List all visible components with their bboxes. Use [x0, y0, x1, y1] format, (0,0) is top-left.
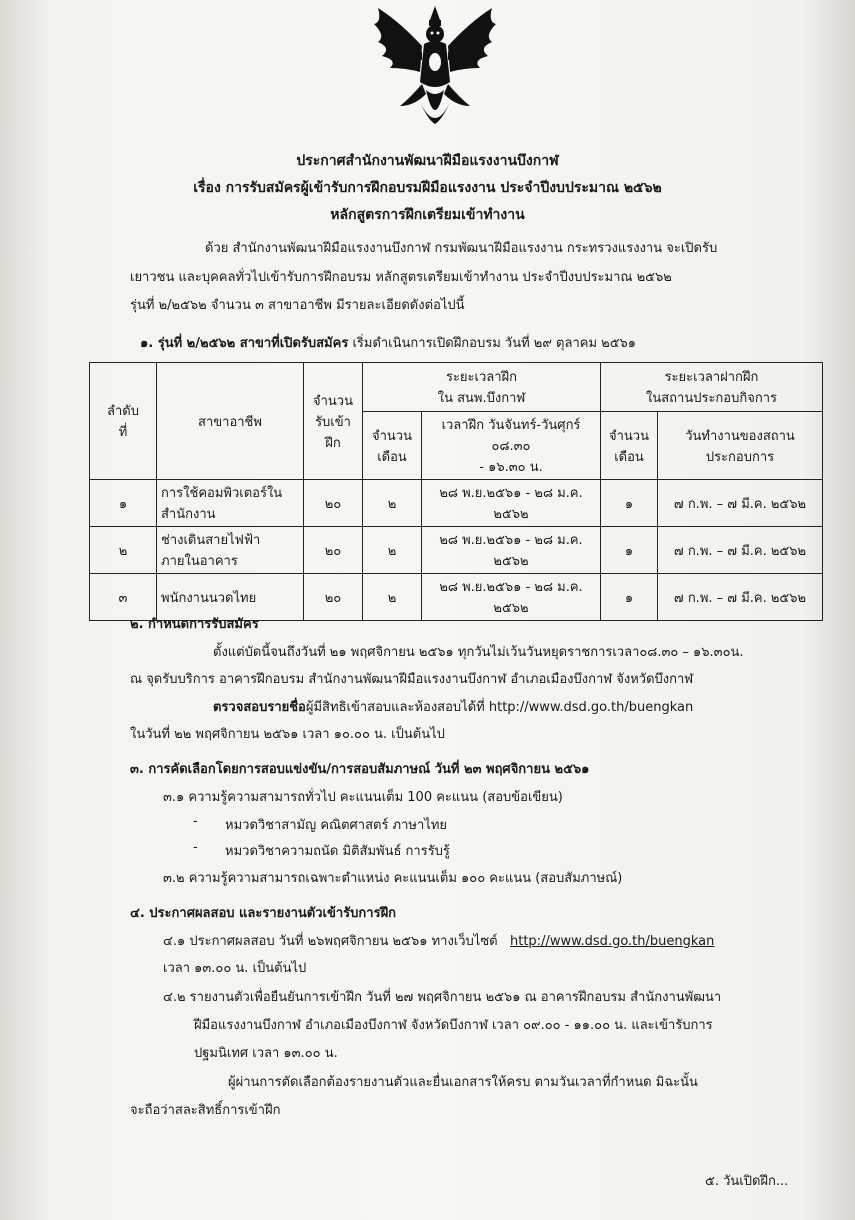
- row-capacity: ๒๐: [304, 480, 363, 527]
- col-header-training-time: เวลาฝึก วันจันทร์-วันศุกร์ ๐๘.๓๐ - ๑๖.๓๐ น.: [422, 412, 601, 480]
- bullet-dash: -: [193, 840, 198, 855]
- col-header-no: ลำดับ ที่: [90, 363, 157, 480]
- section-2-line-3: [213, 696, 693, 717]
- section-2-line-2: ณ จุดรับบริการ อาคารฝึกอบรม สำนักงานพัฒนาฝีมือแรงงานบึงกาฬ อำเภอเมืองบึงกาฬ จังหวัดบึงกาฬ: [130, 672, 694, 687]
- row-internship-months: ๑: [601, 480, 658, 527]
- results-link[interactable]: http://www.dsd.go.th/buengkan: [510, 934, 715, 949]
- row-internship-period: ๗ ก.พ. – ๗ มี.ค. ๒๕๖๒: [658, 480, 823, 527]
- table-row: [90, 480, 823, 527]
- check-list-text: ผู้มีสิทธิเข้าสอบและห้องสอบได้ที่ http://www.dsd.go.th/buengkan: [305, 700, 694, 715]
- section-3-1-bullet-2: หมวดวิชาความถนัด มิติสัมพันธ์ การรับรู้: [225, 844, 450, 859]
- section-4-2-line-3: ปฐมนิเทศ เวลา ๑๓.๐๐ น.: [194, 1046, 338, 1061]
- col-header-capacity: จำนวน รับเข้า ฝึก: [304, 363, 363, 480]
- row-internship-period: ๗ ก.พ. – ๗ มี.ค. ๒๕๖๒: [658, 574, 823, 621]
- row-capacity: ๒๐: [304, 527, 363, 574]
- continued-marker: ๕. วันเปิดฝึก...: [705, 1174, 789, 1189]
- section-2-line-1: ตั้งแต่บัดนี้จนถึงวันที่ ๒๑ พฤศจิกายน ๒๕๖๑ ทุกวันไม่เว้นวันหยุดราชการเวลา๐๘.๓๐ – ๑๖.๓๐น.: [213, 645, 744, 660]
- row-period: ๒๘ พ.ย.๒๕๖๑ - ๒๘ ม.ค. ๒๕๖๒: [422, 527, 601, 574]
- row-months: ๒: [363, 527, 422, 574]
- section-4-1-line-1: ๔.๑ ประกาศผลสอบ วันที่ ๒๖พฤศจิกายน ๒๕๖๑ ทางเว็บไซต์ http://www.dsd.go.th/buengkan: [163, 934, 715, 949]
- row-period: ๒๘ พ.ย.๒๕๖๑ - ๒๘ ม.ค. ๒๕๖๒: [422, 480, 601, 527]
- col-header-internship-months: จำนวน เดือน: [601, 412, 658, 480]
- row-no: ๑: [90, 480, 157, 527]
- row-capacity: ๒๐: [304, 574, 363, 621]
- section-1-heading-rest: เริ่มดำเนินการเปิดฝึกอบรม วันที่ ๒๙ ตุลาคม ๒๕๖๑: [348, 336, 637, 351]
- announcement-course: หลักสูตรการฝึกเตรียมเข้าทำงาน: [330, 207, 525, 223]
- section-3-heading: ๓. การคัดเลือกโดยการสอบแข่งขัน/การสอบสัมภาษณ์ วันที่ ๒๓ พฤศจิกายน ๒๕๖๑: [130, 762, 590, 777]
- col-header-training: ระยะเวลาฝึก ใน สนพ.บึงกาฬ: [363, 363, 601, 412]
- col-header-training-months: จำนวน เดือน: [363, 412, 422, 480]
- garuda-emblem-icon: [360, 2, 510, 137]
- row-internship-months: ๑: [601, 527, 658, 574]
- row-trade: พนักงานนวดไทย: [157, 574, 304, 621]
- table-row: [90, 527, 823, 574]
- intro-line-1: ด้วย สำนักงานพัฒนาฝีมือแรงงานบึงกาฬ กรมพัฒนาฝีมือแรงงาน กระทรวงแรงงาน จะเปิดรับ: [205, 241, 718, 256]
- row-internship-months: ๑: [601, 574, 658, 621]
- section-4-2-line-1: ๔.๒ รายงานตัวเพื่อยืนยันการเข้าฝึก วันที่ ๒๗ พฤศจิกายน ๒๕๖๑ ณ อาคารฝึกอบรม สำนักงานพัฒนา: [163, 990, 722, 1005]
- section-4-heading: ๔. ประกาศผลสอบ และรายงานตัวเข้ารับการฝึก: [130, 906, 397, 921]
- row-months: ๒: [363, 574, 422, 621]
- col-header-internship: ระยะเวลาฝากฝึก ในสถานประกอบกิจการ: [601, 363, 823, 412]
- row-months: ๒: [363, 480, 422, 527]
- garuda-emblem: [360, 2, 510, 137]
- section-4-para-line-1: ผู้ผ่านการตัดเลือกต้องรายงานตัวและยื่นเอกสารให้ครบ ตามวันเวลาที่กำหนด มิฉะนั้น: [228, 1075, 698, 1090]
- row-no: ๒: [90, 527, 157, 574]
- section-2-heading: ๒. กำหนดการรับสมัคร: [130, 617, 259, 632]
- section-2-line-4: ในวันที่ ๒๒ พฤศจิกายน ๒๕๖๑ เวลา ๑๐.๐๐ น. เป็นต้นไป: [130, 727, 445, 742]
- row-trade: ช่างเดินสายไฟฟ้า ภายในอาคาร: [157, 527, 304, 574]
- announcement-subject: เรื่อง การรับสมัครผู้เข้ารับการฝึกอบรมฝีมือแรงงาน ประจำปีงบประมาณ ๒๕๖๒: [193, 180, 662, 196]
- col-header-trade: สาขาอาชีพ: [157, 363, 304, 480]
- col-header-internship-days: วันทำงานของสถาน ประกอบการ: [658, 412, 823, 480]
- row-period: ๒๘ พ.ย.๒๕๖๑ - ๒๘ ม.ค. ๒๕๖๒: [422, 574, 601, 621]
- section-4-1-line-2: เวลา ๑๓.๐๐ น. เป็นต้นไป: [163, 961, 307, 976]
- section-1-heading: [140, 332, 636, 353]
- check-list-label: ตรวจสอบรายชื่อ: [213, 700, 306, 715]
- bullet-dash: -: [193, 814, 198, 829]
- section-3-2: ๓.๒ ความรู้ความสามารถเฉพาะตำแหน่ง คะแนนเต็ม ๑๐๐ คะแนน (สอบสัมภาษณ์): [163, 871, 623, 886]
- section-4-para-line-2: จะถือว่าสละสิทธิ์การเข้าฝึก: [130, 1103, 281, 1118]
- section-1-heading-bold: ๑. รุ่นที่ ๒/๒๕๖๒ สาขาที่เปิดรับสมัคร: [140, 336, 349, 351]
- intro-line-3: รุ่นที่ ๒/๒๕๖๒ จำนวน ๓ สาขาอาชีพ มีรายละเอียดดังต่อไปนี้: [130, 298, 465, 313]
- section-3-1-bullet-1: หมวดวิชาสามัญ คณิตศาสตร์ ภาษาไทย: [225, 818, 448, 833]
- trades-table: [89, 362, 823, 621]
- row-internship-period: ๗ ก.พ. – ๗ มี.ค. ๒๕๖๒: [658, 527, 823, 574]
- section-3-1: ๓.๑ ความรู้ความสามารถทั่วไป คะแนนเต็ม 100 คะแนน (สอบข้อเขียน): [163, 790, 563, 805]
- row-trade: การใช้คอมพิวเตอร์ใน สำนักงาน: [157, 480, 304, 527]
- row-no: ๓: [90, 574, 157, 621]
- intro-line-2: เยาวชน และบุคคลทั่วไปเข้ารับการฝึกอบรม หลักสูตรเตรียมเข้าทำงาน ประจำปีงบประมาณ ๒๕๖๒: [130, 270, 672, 285]
- announcement-title: ประกาศสำนักงานพัฒนาฝีมือแรงงานบึงกาฬ: [296, 153, 559, 169]
- section-4-2-line-2: ฝีมือแรงงานบึงกาฬ อำเภอเมืองบึงกาฬ จังหวัดบึงกาฬ เวลา ๐๙.๐๐ - ๑๑.๐๐ น. และเข้ารับการ: [194, 1018, 713, 1033]
